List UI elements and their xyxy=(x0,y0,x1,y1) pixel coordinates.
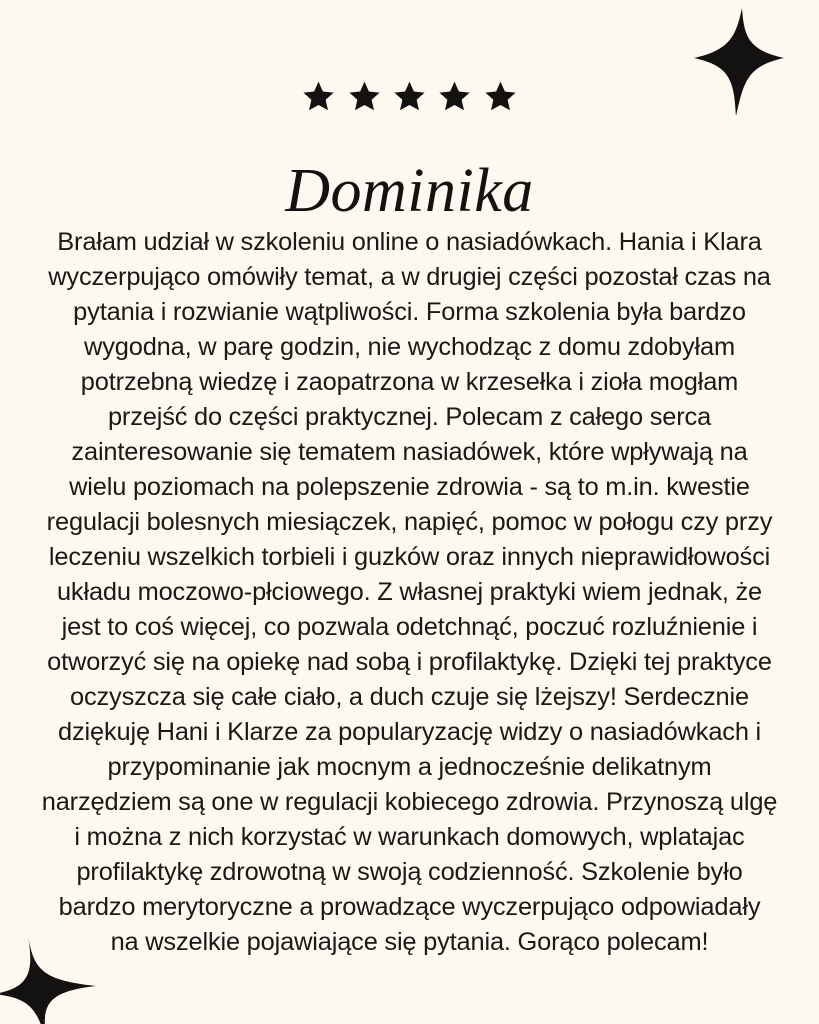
testimonial-line: przejść do części praktycznej. Polecam z całego serca xyxy=(107,403,712,431)
star-icon xyxy=(393,80,426,113)
testimonial-line: bardzo merytoryczne a prowadzące wyczerpująco odpowiadały xyxy=(58,893,761,921)
testimonial-line: leczeniu wszelkich torbieli i guzków oraz innych nieprawidłowości xyxy=(48,543,771,571)
testimonial-line: oczyszcza się całe ciało, a duch czuje się lżejszy! Serdecznie xyxy=(70,683,749,711)
testimonial-line: wielu poziomach na polepszenie zdrowia - są to m.in. kwestie xyxy=(69,473,750,501)
star-icon xyxy=(348,80,381,113)
testimonial-line: wygodna, w parę godzin, nie wychodząc z domu zdobyłam xyxy=(84,333,735,361)
testimonial-line: profilaktykę zdrowotną w swoją codzienność. Szkolenie było xyxy=(76,858,743,886)
testimonial-line: narzędziem są one w regulacji kobiecego zdrowia. Przynoszą ulgę xyxy=(41,788,778,816)
testimonial-line: dziękuję Hani i Klarze za popularyzację widzy o nasiadówkach i xyxy=(57,718,762,746)
reviewer-name: Dominika xyxy=(285,156,534,225)
testimonial-line: potrzebną wiedzę i zaopatrzona w krzesełka i zioła mogłam xyxy=(80,368,739,396)
testimonial-line: Brałam udział w szkoleniu online o nasiadówkach. Hania i Klara xyxy=(57,228,762,256)
testimonial-line: regulacji bolesnych miesiączek, napięć, pomoc w połogu czy przy xyxy=(46,508,773,536)
testimonial-line: zainteresowanie się tematem nasiadówek, które wpływają na xyxy=(71,438,748,466)
testimonial-text xyxy=(34,225,785,960)
testimonial-line: otworzyć się na opiekę nad sobą i profilaktykę. Dzięki tej praktyce xyxy=(47,648,772,676)
testimonial-line: wyczerpująco omówiły temat, a w drugiej części pozostał czas na xyxy=(48,263,771,291)
testimonial-line: przypominanie jak mocnym a jednocześnie delikatnym xyxy=(107,753,712,781)
testimonial-line: pytania i rozwianie wątpliwości. Forma szkolenia była bardzo xyxy=(73,298,746,326)
testimonial-line: jest to coś więcej, co pozwala odetchnąć, poczuć rozluźnienie i xyxy=(61,613,758,641)
star-icon xyxy=(438,80,471,113)
star-icon xyxy=(484,80,517,113)
rating-stars xyxy=(0,80,819,113)
testimonial-line: na wszelkie pojawiające się pytania. Gorąco polecam! xyxy=(110,928,709,956)
star-icon xyxy=(302,80,335,113)
testimonial-line: układu moczowo-płciowego. Z własnej praktyki wiem jednak, że xyxy=(56,578,763,606)
testimonial-line: i można z nich korzystać w warunkach domowych, wplatajac xyxy=(74,823,745,851)
